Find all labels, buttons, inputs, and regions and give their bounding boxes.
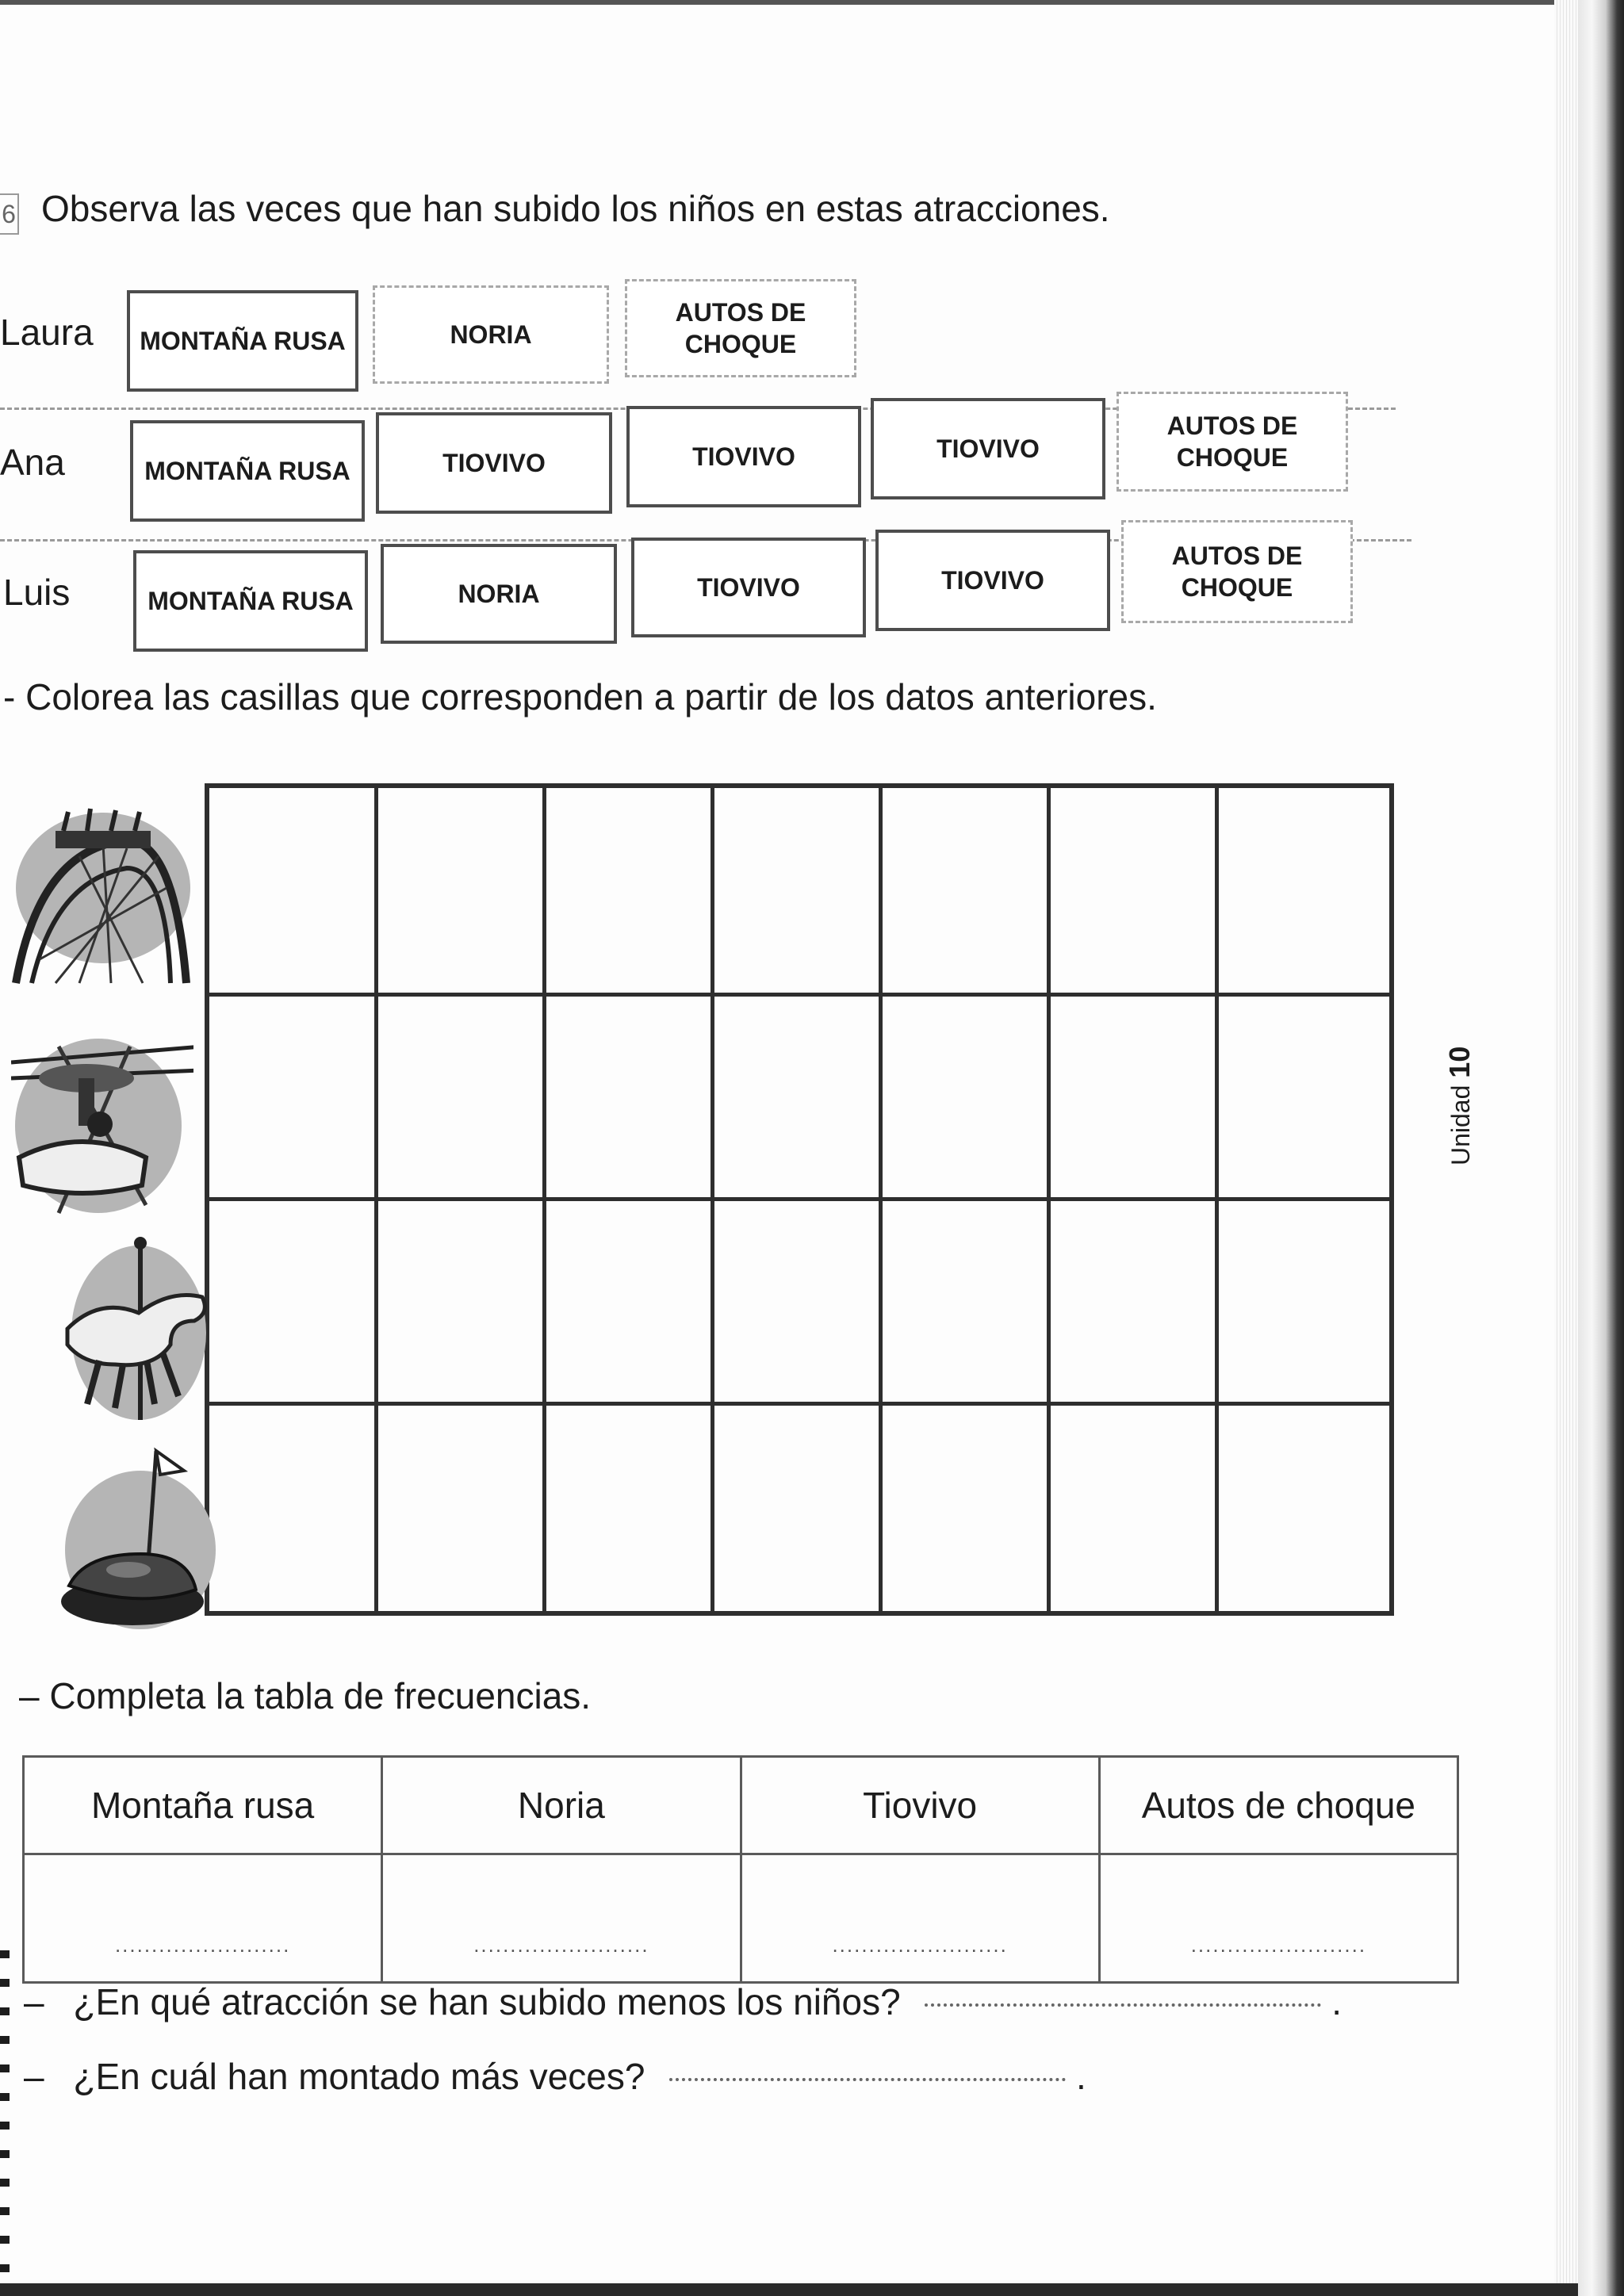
grid-instruction: - Colorea las casillas que corresponden a partir de los datos anteriores. <box>3 676 1157 718</box>
bumper-car-icon <box>41 1443 224 1633</box>
exercise-instruction: Observa las veces que han subido los niños en estas atracciones. <box>41 188 1110 229</box>
grid-cell[interactable] <box>546 994 715 1200</box>
roller-coaster-icon <box>8 801 190 999</box>
ride-card: MONTAÑA RUSA <box>130 420 365 522</box>
carousel-horse-icon <box>40 1234 222 1424</box>
grid-cell[interactable] <box>883 1200 1052 1406</box>
grid-cell[interactable] <box>715 1406 884 1612</box>
unit-label <box>1443 1047 1477 1165</box>
frequency-table <box>22 1755 1459 1984</box>
question-dash: – <box>24 1981 44 2022</box>
page-top-edge <box>0 0 1578 5</box>
question-most <box>24 2055 1086 2098</box>
ride-card: TIOVIVO <box>376 412 612 514</box>
answer-blank[interactable]: ........................ <box>1099 1854 1457 1983</box>
question-end: . <box>1331 1981 1342 2022</box>
grid-cell[interactable] <box>378 1406 547 1612</box>
answer-line[interactable] <box>669 2078 1066 2081</box>
grid-cell[interactable] <box>546 788 715 994</box>
grid-cell[interactable] <box>1220 994 1389 1200</box>
grid-cell[interactable] <box>378 994 547 1200</box>
ferris-wheel-icon <box>11 1031 193 1221</box>
grid-cell[interactable] <box>378 1200 547 1406</box>
ride-card: TIOVIVO <box>875 530 1110 631</box>
grid-cell[interactable] <box>1052 1200 1221 1406</box>
page-bottom-edge <box>0 2283 1578 2296</box>
grid-cell[interactable] <box>715 788 884 994</box>
child-name-ana: Ana <box>0 442 65 483</box>
ride-card: AUTOS DE CHOQUE <box>625 279 856 377</box>
answer-blank[interactable]: ........................ <box>741 1854 1099 1983</box>
table-answer-row <box>24 1854 1458 1983</box>
table-header-noria: Noria <box>382 1757 741 1854</box>
table-instruction: – Completa la tabla de frecuencias. <box>19 1675 592 1716</box>
grid-cell[interactable] <box>1220 788 1389 994</box>
grid-cell[interactable] <box>883 788 1052 994</box>
table-header-montana-rusa: Montaña rusa <box>24 1757 382 1854</box>
grid-cell[interactable] <box>715 994 884 1200</box>
answer-line[interactable] <box>925 2003 1321 2007</box>
grid-cell[interactable] <box>209 1406 378 1612</box>
answer-blank[interactable]: ........................ <box>24 1854 382 1983</box>
coloring-grid <box>205 783 1394 1616</box>
binding-holes <box>0 1950 10 2283</box>
question-dash: – <box>24 2056 44 2097</box>
grid-cell[interactable] <box>883 1406 1052 1612</box>
exercise-number: 6 <box>0 193 19 235</box>
ride-card: NORIA <box>381 544 617 644</box>
grid-cell[interactable] <box>1052 788 1221 994</box>
answer-blank[interactable]: ........................ <box>382 1854 741 1983</box>
grid-cell[interactable] <box>1220 1406 1389 1612</box>
ride-card: AUTOS DE CHOQUE <box>1116 392 1348 492</box>
page-stack <box>1554 0 1578 2296</box>
ride-card: TIOVIVO <box>631 538 866 637</box>
question-end: . <box>1076 2056 1086 2097</box>
grid-cell[interactable] <box>1052 994 1221 1200</box>
grid-cell[interactable] <box>546 1406 715 1612</box>
ride-card: NORIA <box>373 285 609 384</box>
grid-cell[interactable] <box>378 788 547 994</box>
ride-card: AUTOS DE CHOQUE <box>1121 520 1353 623</box>
grid-cell[interactable] <box>715 1200 884 1406</box>
unit-number: 10 <box>1443 1046 1476 1078</box>
table-header-autos-de-choque: Autos de choque <box>1099 1757 1457 1854</box>
question-least <box>24 1980 1342 2023</box>
ride-card: MONTAÑA RUSA <box>133 550 368 652</box>
grid-cell[interactable] <box>546 1200 715 1406</box>
grid-cell[interactable] <box>883 994 1052 1200</box>
ride-card: MONTAÑA RUSA <box>127 290 358 392</box>
ride-card: TIOVIVO <box>626 406 861 507</box>
unit-text: Unidad <box>1446 1085 1475 1165</box>
grid-cell[interactable] <box>1052 1406 1221 1612</box>
grid-cell[interactable] <box>209 1200 378 1406</box>
table-header-row <box>24 1757 1458 1854</box>
ride-card: TIOVIVO <box>871 398 1105 499</box>
child-name-luis: Luis <box>3 572 71 613</box>
grid-cell[interactable] <box>209 788 378 994</box>
grid-cell[interactable] <box>1220 1200 1389 1406</box>
table-header-tiovivo: Tiovivo <box>741 1757 1099 1854</box>
grid-cell[interactable] <box>209 994 378 1200</box>
question-text: ¿En qué atracción se han subido menos los niños? <box>73 1981 901 2022</box>
child-name-laura: Laura <box>0 312 94 353</box>
question-text: ¿En cuál han montado más veces? <box>73 2056 645 2097</box>
page-binding-edge <box>1578 0 1624 2296</box>
